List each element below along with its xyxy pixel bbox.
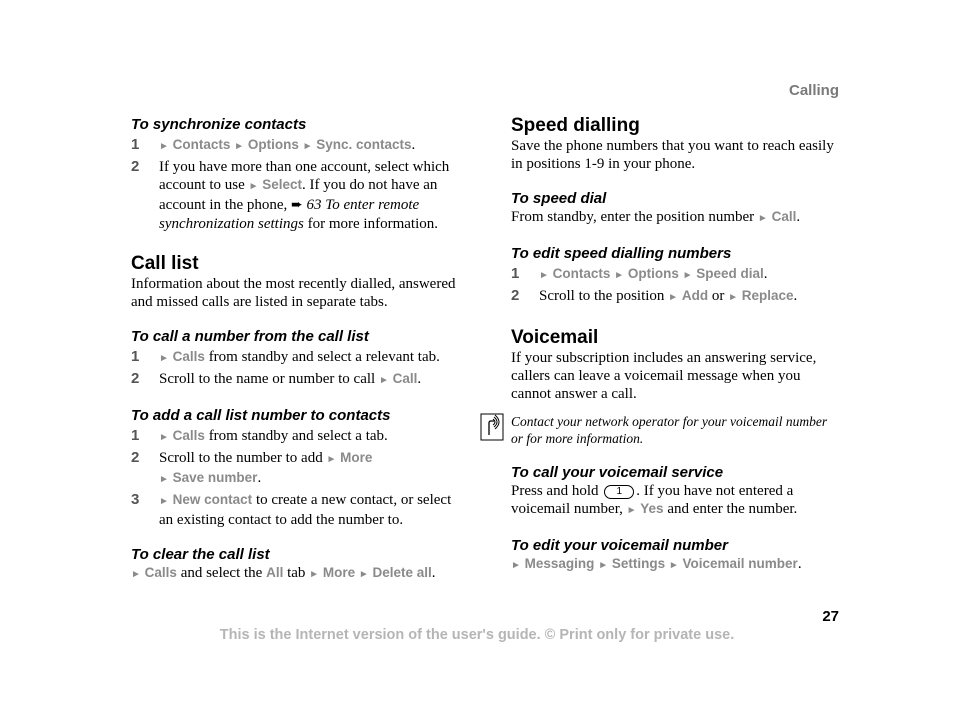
arrow-icon: ► xyxy=(159,474,169,485)
add-contact-step-2 xyxy=(131,449,461,489)
calllist-body: Information about the most recently dialled, answered and missed calls are listed in separate tabs. xyxy=(131,276,456,310)
voicemail-heading: Voicemail xyxy=(511,327,599,348)
call-vm-body xyxy=(511,482,841,520)
menu-new-contact: New contact xyxy=(172,492,253,507)
arrow-icon: ► xyxy=(728,292,738,303)
clear-body xyxy=(131,564,461,584)
arrow-icon: ► xyxy=(511,560,521,571)
step-number: 1 xyxy=(131,348,140,365)
sync-step-2 xyxy=(131,158,461,233)
step-number: 1 xyxy=(131,427,140,444)
section-title: Calling xyxy=(788,82,839,99)
page-number: 27 xyxy=(822,608,839,625)
speed-heading: Speed dialling xyxy=(511,115,640,136)
menu-settings: Settings xyxy=(611,556,666,571)
arrow-icon: ► xyxy=(326,454,337,465)
menu-yes: Yes xyxy=(640,501,664,516)
left-column xyxy=(131,115,461,584)
step-text: Press and hold xyxy=(511,483,599,499)
menu-more: More xyxy=(322,565,356,580)
edit-speed-heading: To edit speed dialling numbers xyxy=(511,245,732,262)
step-number: 2 xyxy=(131,158,140,175)
punct: . xyxy=(417,371,422,387)
step-text: From standby, enter the position number xyxy=(511,209,755,225)
step-text: Scroll to the name or number to call xyxy=(159,371,376,387)
calllist-heading: Call list xyxy=(131,253,199,274)
arrow-icon: ► xyxy=(234,141,245,152)
menu-calls: Calls xyxy=(144,565,177,580)
sync-step-1 xyxy=(131,136,461,156)
edit-vm-body xyxy=(511,555,841,575)
step-text: tab xyxy=(287,565,306,581)
punct: . xyxy=(763,266,768,282)
menu-sync-contacts: Sync. contacts xyxy=(316,137,412,152)
punct: . xyxy=(796,209,801,225)
step-text: or xyxy=(711,288,725,304)
add-contact-heading: To add a call list number to contacts xyxy=(131,407,391,424)
arrow-icon: ► xyxy=(539,270,549,281)
menu-contacts: Contacts xyxy=(552,266,611,281)
edit-speed-step-2 xyxy=(511,287,841,307)
menu-options: Options xyxy=(247,137,299,152)
menu-speed-dial: Speed dial xyxy=(696,266,764,281)
arrow-icon: ► xyxy=(378,375,389,386)
step-number: 1 xyxy=(131,136,140,153)
menu-voicemail-number: Voicemail number xyxy=(682,556,798,571)
call-vm-heading: To call your voicemail service xyxy=(511,464,724,481)
menu-delete-all: Delete all xyxy=(372,565,432,580)
arrow-icon: ► xyxy=(302,141,313,152)
pointer-icon: ➨ xyxy=(291,198,303,213)
arrow-icon: ► xyxy=(626,505,637,516)
arrow-icon: ► xyxy=(248,181,259,192)
footer-notice: This is the Internet version of the user's guide. © Print only for private use. xyxy=(219,627,735,643)
edit-vm-heading: To edit your voicemail number xyxy=(511,537,728,554)
menu-call: Call xyxy=(392,371,418,386)
note-box xyxy=(511,413,841,447)
menu-calls: Calls xyxy=(172,428,205,443)
menu-contacts: Contacts xyxy=(172,137,231,152)
step-text: and enter the number. xyxy=(667,501,798,517)
speed-dial-heading: To speed dial xyxy=(511,190,607,207)
step-text: If you have more than one account, select which account to use xyxy=(159,159,450,193)
menu-calls: Calls xyxy=(172,349,205,364)
edit-speed-step-1 xyxy=(511,265,841,285)
speed-body: Save the phone numbers that you want to reach easily in positions 1-9 in your phone. xyxy=(511,138,834,172)
menu-more: More xyxy=(340,450,373,465)
step-text: . If you have not entered a voicemail number, xyxy=(511,483,794,517)
step-text: from standby and select a relevant tab. xyxy=(208,349,440,365)
arrow-icon: ► xyxy=(159,432,169,443)
arrow-icon: ► xyxy=(682,270,693,281)
punct: . xyxy=(431,565,436,581)
step-text: for more information. xyxy=(307,216,438,232)
speed-dial-body xyxy=(511,208,841,228)
menu-select: Select xyxy=(262,177,302,192)
arrow-icon: ► xyxy=(757,213,768,224)
arrow-icon: ► xyxy=(309,569,320,580)
arrow-icon: ► xyxy=(358,569,369,580)
step-text: to create a new contact, or select an existing contact to add the number to. xyxy=(159,492,452,528)
menu-options: Options xyxy=(627,266,679,281)
punct: . xyxy=(257,470,262,486)
punct: . xyxy=(797,556,802,572)
page-reference[interactable]: 63 To enter remote synchronization settings xyxy=(159,197,420,232)
punct: . xyxy=(411,137,416,153)
step-text: . If you do not have an account in the phone, xyxy=(159,177,438,213)
step-number: 2 xyxy=(131,449,140,466)
step-text: Scroll to the number to add xyxy=(159,450,323,466)
arrow-icon: ► xyxy=(131,569,141,580)
menu-messaging: Messaging xyxy=(524,556,595,571)
sync-heading: To synchronize contacts xyxy=(131,116,307,133)
menu-add: Add xyxy=(681,288,709,303)
menu-all: All xyxy=(266,565,284,580)
arrow-icon: ► xyxy=(598,560,609,571)
punct: . xyxy=(793,288,798,304)
right-column xyxy=(511,115,841,575)
step-text: Scroll to the position xyxy=(539,288,665,304)
clear-heading: To clear the call list xyxy=(131,546,270,563)
operator-info-icon xyxy=(480,413,504,441)
arrow-icon: ► xyxy=(159,496,169,507)
key-1-icon: 1 xyxy=(604,485,634,499)
step-number: 2 xyxy=(131,370,140,387)
call-number-step-1 xyxy=(131,348,461,368)
menu-call: Call xyxy=(771,209,797,224)
arrow-icon: ► xyxy=(159,353,169,364)
menu-save-number: Save number xyxy=(172,470,258,485)
step-text: and select the xyxy=(180,565,263,581)
add-contact-step-3 xyxy=(131,491,461,529)
step-number: 3 xyxy=(131,491,140,508)
voicemail-body: If your subscription includes an answering service, callers can leave a voicemail message when you cannot answer a call. xyxy=(511,350,817,402)
arrow-icon: ► xyxy=(159,141,169,152)
step-number: 2 xyxy=(511,287,520,304)
call-number-heading: To call a number from the call list xyxy=(131,328,369,345)
step-number: 1 xyxy=(511,265,520,282)
note-text: Contact your network operator for your voicemail number or for more information. xyxy=(511,414,828,446)
step-text: from standby and select a tab. xyxy=(208,428,388,444)
add-contact-step-1 xyxy=(131,427,461,447)
arrow-icon: ► xyxy=(668,560,679,571)
arrow-icon: ► xyxy=(614,270,625,281)
arrow-icon: ► xyxy=(668,292,679,303)
menu-replace: Replace xyxy=(741,288,794,303)
call-number-step-2 xyxy=(131,370,461,390)
